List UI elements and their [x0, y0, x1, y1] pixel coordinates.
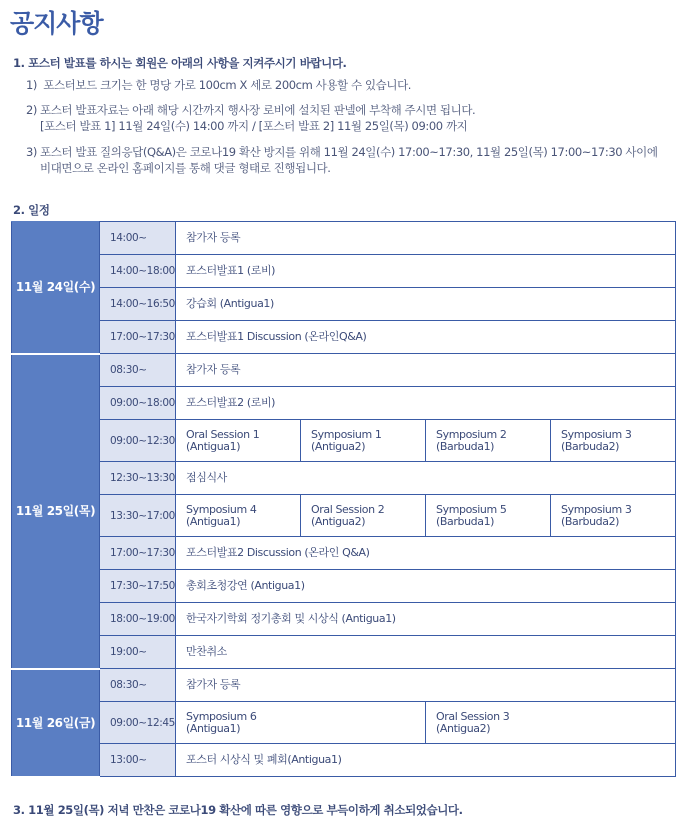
table-row — [12, 495, 676, 537]
table-row — [12, 537, 676, 570]
session-room: (Antigua1) — [186, 514, 241, 528]
session-room: (Barbuda2) — [561, 439, 620, 453]
event-cell: 참가자 등록 — [176, 354, 676, 387]
event-cell: 참가자 등록 — [176, 669, 676, 702]
notice-item-2 — [26, 102, 475, 134]
session-name: Oral Session 3 — [436, 709, 510, 723]
table-row — [12, 702, 676, 744]
item-text-cont: [포스터 발표 1] 11월 24일(수) 14:00 까지 / [포스터 발표 2] 11월 25일(목) 09:00 까지 — [40, 119, 468, 133]
session-room: (Antigua1) — [186, 721, 241, 735]
session-cell — [301, 420, 426, 462]
event-cell: 점심식사 — [176, 462, 676, 495]
session-name: Symposium 2 — [436, 427, 507, 441]
time-cell: 09:00~12:45 — [100, 702, 176, 744]
event-cell: 포스터 시상식 및 폐회(Antigua1) — [176, 744, 676, 777]
schedule-table — [11, 221, 676, 778]
session-name: Symposium 1 — [311, 427, 382, 441]
item-text-cont: 비대면으로 온라인 홈페이지를 통해 댓글 형태로 진행됩니다. — [40, 161, 331, 175]
time-cell: 09:00~18:00 — [100, 387, 176, 420]
page-title: 공지사항 — [10, 9, 103, 38]
time-cell: 12:30~13:30 — [100, 462, 176, 495]
table-row — [12, 255, 676, 288]
event-cell: 총회초청강연 (Antigua1) — [176, 570, 676, 603]
time-cell: 14:00~18:00 — [100, 255, 176, 288]
session-cell — [176, 420, 301, 462]
time-cell: 17:00~17:30 — [100, 537, 176, 570]
session-cell — [301, 495, 426, 537]
table-row — [12, 420, 676, 462]
time-cell: 13:00~ — [100, 744, 176, 777]
table-row — [12, 321, 676, 354]
time-cell: 08:30~ — [100, 669, 176, 702]
item-number: 3) — [26, 145, 38, 159]
session-room: (Barbuda2) — [561, 514, 620, 528]
session-room: (Barbuda1) — [436, 439, 495, 453]
session-name: Symposium 5 — [436, 502, 507, 516]
time-cell: 17:30~17:50 — [100, 570, 176, 603]
event-cell: 포스터발표2 (로비) — [176, 387, 676, 420]
event-cell: 강습회 (Antigua1) — [176, 288, 676, 321]
time-cell: 14:00~16:50 — [100, 288, 176, 321]
time-cell: 08:30~ — [100, 354, 176, 387]
item-number: 1) — [26, 78, 38, 92]
item-text: 포스터 발표 질의응답(Q&A)은 코로나19 확산 방지를 위해 11월 24일(수) 17:00~17:30, 11월 25일(목) 17:00~17:30 사이에 — [40, 145, 658, 159]
event-cell: 포스터발표1 (로비) — [176, 255, 676, 288]
session-cell — [426, 702, 676, 744]
section3-heading: 3. 11월 25일(목) 저녁 만찬은 코로나19 확산에 따른 영향으로 부득이하게 취소되었습니다. — [13, 803, 463, 817]
session-cell — [426, 420, 551, 462]
table-row — [12, 636, 676, 669]
session-name: Symposium 3 — [561, 427, 632, 441]
session-name: Oral Session 2 — [311, 502, 385, 516]
session-cell — [426, 495, 551, 537]
event-cell: 만찬취소 — [176, 636, 676, 669]
session-name: Symposium 3 — [561, 502, 632, 516]
table-row — [12, 222, 676, 255]
session-room: (Antigua1) — [186, 439, 241, 453]
session-cell — [176, 702, 426, 744]
session-name: Oral Session 1 — [186, 427, 260, 441]
table-row — [12, 387, 676, 420]
table-row — [12, 744, 676, 777]
session-room: (Barbuda1) — [436, 514, 495, 528]
day-label-1: 11월 24일(수) — [12, 222, 100, 354]
table-row — [12, 570, 676, 603]
session-room: (Antigua2) — [436, 721, 491, 735]
session-cell — [176, 495, 301, 537]
session-name: Symposium 4 — [186, 502, 257, 516]
section1-heading: 1. 포스터 발표를 하시는 회원은 아래의 사항을 지켜주시기 바랍니다. — [13, 56, 347, 70]
session-name: Symposium 6 — [186, 709, 257, 723]
table-row — [12, 669, 676, 702]
item-text: 포스터 발표자료는 아래 해당 시간까지 행사장 로비에 설치된 판넬에 부착해 주시면 됩니다. — [40, 103, 476, 117]
time-cell: 18:00~19:00 — [100, 603, 176, 636]
session-cell — [551, 420, 676, 462]
session-room: (Antigua2) — [311, 439, 366, 453]
section2-heading: 2. 일정 — [13, 203, 50, 217]
time-cell: 19:00~ — [100, 636, 176, 669]
time-cell: 13:30~17:00 — [100, 495, 176, 537]
day-label-3: 11월 26일(금) — [12, 669, 100, 777]
event-cell: 한국자기학회 정기총회 및 시상식 (Antigua1) — [176, 603, 676, 636]
item-number: 2) — [26, 103, 38, 117]
table-row — [12, 603, 676, 636]
time-cell: 17:00~17:30 — [100, 321, 176, 354]
table-row — [12, 288, 676, 321]
session-cell — [551, 495, 676, 537]
table-row — [12, 354, 676, 387]
time-cell: 14:00~ — [100, 222, 176, 255]
item-text: 포스터보드 크기는 한 명당 가로 100cm X 세로 200cm 사용할 수 있습니다. — [43, 78, 412, 92]
session-room: (Antigua2) — [311, 514, 366, 528]
notice-item-3 — [26, 144, 658, 176]
event-cell: 포스터발표2 Discussion (온라인 Q&A) — [176, 537, 676, 570]
time-cell: 09:00~12:30 — [100, 420, 176, 462]
event-cell: 참가자 등록 — [176, 222, 676, 255]
table-row — [12, 462, 676, 495]
day-label-2: 11월 25일(목) — [12, 354, 100, 669]
notice-item-1 — [26, 77, 411, 93]
event-cell: 포스터발표1 Discussion (온라인Q&A) — [176, 321, 676, 354]
